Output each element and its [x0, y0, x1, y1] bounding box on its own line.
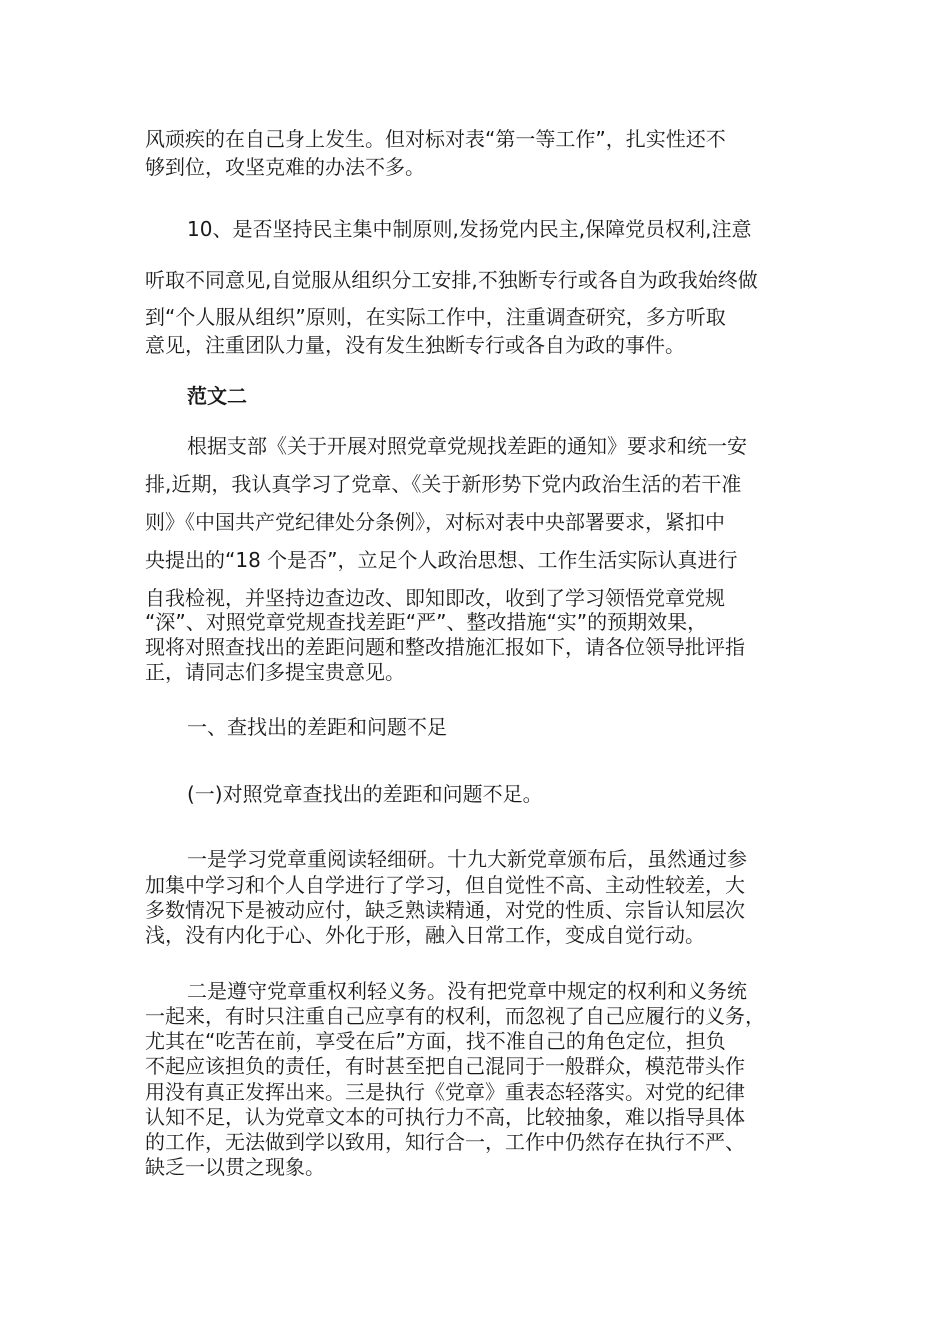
- subsection-heading: (一)对照党章查找出的差距和问题不足。: [187, 782, 543, 806]
- text-line: 加集中学习和个人自学进行了学习，但自觉性不高、主动性较差，大: [145, 873, 745, 897]
- text-line: 意见，注重团队力量，没有发生独断专行或各自为政的事件。: [145, 333, 685, 357]
- text-line: 用没有真正发挥出来。三是执行《党章》重表态轻落实。对党的纪律: [145, 1080, 745, 1104]
- text-line: 一是学习党章重阅读轻细研。十九大新党章颁布后，虽然通过参: [187, 847, 747, 871]
- section-heading: 范文二: [187, 384, 247, 408]
- text-line: 认知不足，认为党章文本的可执行力不高，比较抽象，难以指导具体: [145, 1105, 745, 1129]
- text-line: 到“个人服从组织”原则，在实际工作中，注重调查研究，多方听取: [145, 305, 726, 329]
- text-line: 正，请同志们多提宝贵意见。: [145, 660, 405, 684]
- text-line: 风顽疾的在自己身上发生。但对标对表“第一等工作”，扎实性还不: [145, 127, 726, 151]
- text-line: 听取不同意见,自觉服从组织分工安排,不独断专行或各自为政我始终做: [145, 268, 758, 292]
- text-line: 10、是否坚持民主集中制原则,发扬党内民主,保障党员权利,注意: [187, 217, 752, 241]
- text-line: 排,近期，我认真学习了党章、《关于新形势下党内政治生活的若干准: [145, 472, 742, 496]
- text-line: 现将对照查找出的差距问题和整改措施汇报如下，请各位领导批评指: [145, 635, 745, 659]
- subsection-heading: 一、查找出的差距和问题不足: [187, 715, 447, 739]
- text-line: 的工作，无法做到学以致用，知行合一，工作中仍然存在执行不严、: [145, 1130, 745, 1154]
- text-line: 缺乏一以贯之现象。: [145, 1155, 325, 1179]
- text-line: 不起应该担负的责任，有时甚至把自己混同于一般群众，模范带头作: [145, 1054, 745, 1078]
- text-line: 一起来，有时只注重自己应享有的权利，而忽视了自己应履行的义务，: [145, 1004, 765, 1028]
- text-line: 则》《中国共产党纪律处分条例》，对标对表中央部署要求，紧扣中: [145, 510, 725, 534]
- text-line: 自我检视，并坚持边查边改、即知即改，收到了学习领悟党章党规: [145, 586, 725, 610]
- text-line: 二是遵守党章重权利轻义务。没有把党章中规定的权利和义务统: [187, 979, 747, 1003]
- text-line: 够到位，攻坚克难的办法不多。: [145, 155, 425, 179]
- text-line: “深”、对照党章党规查找差距“严”、整改措施“实”的预期效果，: [145, 610, 708, 634]
- text-line: 多数情况下是被动应付，缺乏熟读精通，对党的性质、宗旨认知层次: [145, 898, 745, 922]
- text-line: 浅，没有内化于心、外化于形，融入日常工作，变成自觉行动。: [145, 923, 705, 947]
- text-line: 根据支部《关于开展对照党章党规找差距的通知》要求和统一安: [187, 434, 747, 458]
- text-line: 尤其在“吃苦在前，享受在后”方面，找不准自己的角色定位，担负: [145, 1029, 726, 1053]
- text-line: 央提出的“18 个是否”，立足个人政治思想、工作生活实际认真进行: [145, 548, 738, 572]
